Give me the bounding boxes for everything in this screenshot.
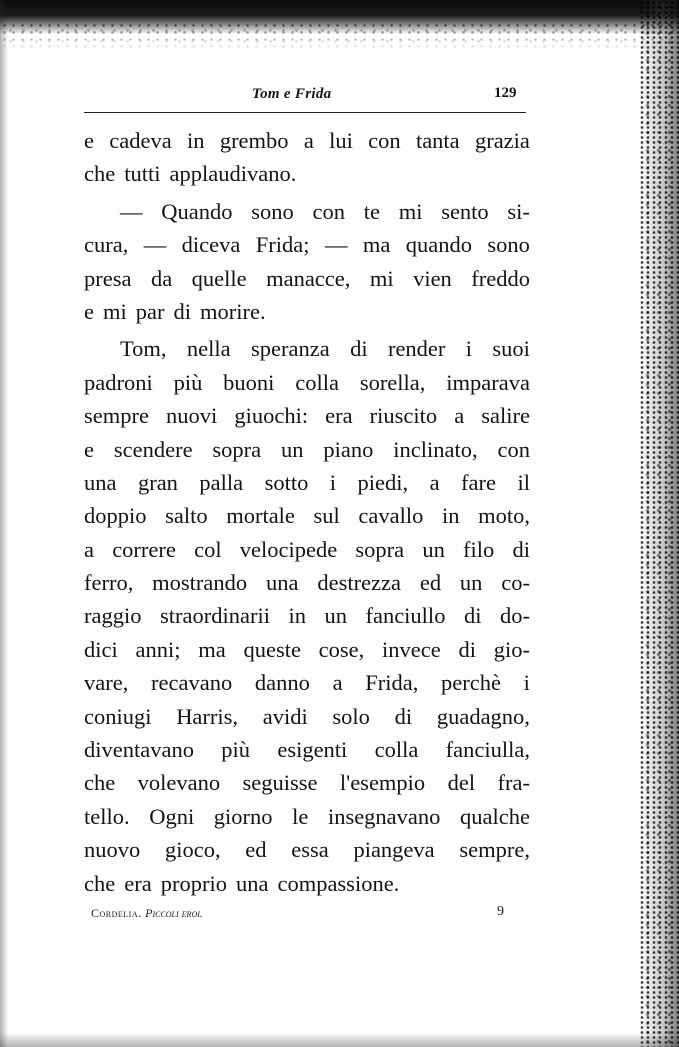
word: che	[84, 770, 116, 796]
word: e	[84, 436, 94, 462]
word: mi	[103, 298, 127, 324]
word: sorella,	[359, 369, 426, 395]
word: a	[454, 403, 465, 429]
text-line	[84, 228, 530, 261]
word: fanciulla,	[445, 737, 530, 763]
word: diceva	[181, 232, 241, 258]
word: un	[281, 436, 304, 462]
word: sopra	[212, 436, 262, 462]
word: coniugi	[84, 703, 152, 729]
word: ma	[362, 232, 391, 258]
word: in	[187, 128, 205, 153]
word: applaudivano.	[169, 161, 297, 187]
word: gran	[137, 469, 178, 495]
word: sempre,	[459, 837, 530, 863]
word: filo	[463, 536, 495, 562]
text-line	[84, 499, 530, 532]
word: Frida,	[365, 670, 419, 696]
word: —	[143, 232, 167, 258]
word: quelle	[191, 265, 247, 291]
word: cadeva	[109, 128, 172, 153]
word: scendere	[113, 436, 193, 462]
word: correre	[112, 536, 176, 562]
header-rule	[84, 112, 526, 113]
footer-author: Cordelia.	[91, 906, 142, 920]
word: di	[458, 636, 476, 662]
word: mortale	[226, 503, 295, 529]
word: suoi	[492, 336, 530, 362]
text-line	[84, 666, 530, 699]
scan-top-speckle	[0, 22, 679, 52]
word: e	[84, 298, 94, 324]
word: dici	[84, 636, 118, 662]
text-line	[84, 833, 530, 866]
word: una	[266, 570, 299, 596]
word: Quando	[161, 198, 233, 224]
word: queste	[243, 636, 301, 662]
text-line	[84, 733, 530, 766]
word: del	[447, 770, 476, 796]
text-line	[84, 700, 530, 733]
word: col	[194, 536, 222, 562]
word: di	[512, 536, 530, 562]
word: di	[394, 703, 413, 729]
word: l'esempio	[339, 770, 426, 796]
scan-right-edge	[639, 0, 679, 1047]
word: piangeva	[353, 837, 435, 863]
word: a	[303, 128, 314, 153]
word: moto,	[478, 503, 530, 529]
word: mi	[398, 198, 423, 224]
word: piedi,	[357, 469, 409, 495]
word: te	[363, 198, 380, 224]
word: compassione.	[277, 870, 400, 896]
word: sotto	[264, 469, 309, 495]
word: con	[368, 128, 401, 153]
word: invece	[382, 636, 441, 662]
word: a	[429, 469, 440, 495]
word: piano	[323, 436, 374, 462]
running-head-title: Tom e Frida	[252, 86, 332, 102]
word: avidi	[262, 703, 308, 729]
word: i	[523, 670, 530, 696]
word: il	[517, 469, 530, 495]
text-line	[84, 332, 530, 365]
word: morire.	[200, 298, 266, 324]
word: riuscito	[369, 403, 438, 429]
text-line	[84, 295, 530, 328]
text-line	[84, 599, 530, 632]
word: inclinato,	[393, 436, 478, 462]
text-line	[84, 195, 530, 228]
word: recavano	[151, 670, 233, 696]
word: che	[84, 870, 116, 896]
word: mostrando	[152, 570, 248, 596]
word: tanta	[415, 128, 460, 153]
word: Harris,	[176, 703, 239, 729]
word: vare,	[84, 670, 129, 696]
word: palla	[199, 469, 244, 495]
word: volevano	[137, 770, 221, 796]
word: Tom,	[120, 336, 167, 362]
scan-left-edge	[0, 0, 8, 1047]
word: salto	[165, 503, 208, 529]
word: ma	[198, 636, 226, 662]
word: fra-	[497, 770, 530, 796]
word: imparava	[446, 369, 530, 395]
word: seguisse	[242, 770, 318, 796]
word: par	[135, 298, 165, 324]
word: a	[332, 670, 343, 696]
word: sento	[441, 198, 489, 224]
text-line	[84, 157, 530, 190]
word: un	[324, 603, 347, 629]
word: nella	[186, 336, 231, 362]
word: velocipede	[239, 536, 338, 562]
word: essa	[291, 837, 329, 863]
word: mi	[369, 265, 394, 291]
word: fanciullo	[365, 603, 446, 629]
text-line	[84, 433, 530, 466]
word: fare	[461, 469, 497, 495]
word: colla	[295, 369, 339, 395]
word: vien	[413, 265, 452, 291]
text-line	[84, 800, 530, 833]
word: nuovo	[84, 837, 141, 863]
scan-bottom-edge	[0, 1033, 679, 1047]
word: sempre	[84, 403, 149, 429]
word: ed	[419, 570, 442, 596]
word: diventavano	[84, 737, 194, 763]
word: quando	[405, 232, 472, 258]
word: da	[150, 265, 173, 291]
word: in	[288, 603, 306, 629]
word: qualche	[459, 803, 530, 829]
word: perchè	[441, 670, 501, 696]
word: Frida;	[255, 232, 310, 258]
text-line	[84, 633, 530, 666]
word: tutti	[124, 161, 161, 187]
word: freddo	[471, 265, 530, 291]
word: solo	[332, 703, 370, 729]
text-line	[84, 766, 530, 799]
word: sono	[487, 232, 530, 258]
word: sopra	[355, 536, 405, 562]
text-line	[84, 262, 530, 295]
word: una	[84, 469, 117, 495]
word: era	[325, 403, 353, 429]
word: di	[350, 336, 368, 362]
page-number: 129	[494, 85, 517, 101]
word: ed	[245, 837, 267, 863]
word: giuochi:	[234, 403, 309, 429]
text-line	[84, 124, 530, 157]
body-text	[84, 124, 530, 900]
word: e	[84, 128, 94, 153]
word: manacce,	[266, 265, 351, 291]
text-line	[84, 533, 530, 566]
page-footer	[0, 904, 679, 926]
word: gio-	[493, 636, 530, 662]
word: doppio	[84, 503, 147, 529]
word: che	[84, 161, 116, 187]
word: più	[173, 369, 203, 395]
word: gioco,	[164, 837, 221, 863]
word: esigenti	[277, 737, 348, 763]
word: colla	[374, 737, 419, 763]
text-line	[84, 466, 530, 499]
word: nuovi	[166, 403, 218, 429]
word: padroni	[84, 369, 153, 395]
text-line	[84, 366, 530, 399]
word: raggio	[84, 603, 142, 629]
word: cavallo	[358, 503, 424, 529]
word: buoni	[223, 369, 275, 395]
word: danno	[254, 670, 310, 696]
word: lui	[329, 128, 353, 153]
word: con	[497, 436, 530, 462]
word: tello.	[84, 803, 130, 829]
word: destrezza	[317, 570, 402, 596]
word: sono	[251, 198, 294, 224]
word: insegnavano	[327, 803, 441, 829]
word: grembo	[219, 128, 289, 153]
text-line	[84, 399, 530, 432]
word: di	[463, 603, 482, 629]
word: presa	[84, 265, 132, 291]
word: ferro,	[84, 570, 134, 596]
word: un	[459, 570, 483, 596]
footer-work-title: Piccoli eroi.	[145, 906, 203, 920]
text-line	[84, 867, 530, 900]
word: con	[312, 198, 345, 224]
word: in	[441, 503, 460, 529]
word: guadagno,	[436, 703, 530, 729]
word: le	[292, 803, 309, 829]
signature-mark: 9	[497, 904, 504, 919]
word: proprio	[160, 870, 227, 896]
word: di	[173, 298, 192, 324]
word: grazia	[474, 128, 530, 153]
word: si-	[507, 198, 530, 224]
word: anni;	[135, 636, 181, 662]
word: render	[387, 336, 446, 362]
word: salire	[481, 403, 530, 429]
word: giorno	[213, 803, 273, 829]
word: una	[235, 870, 269, 896]
word: più	[221, 737, 251, 763]
word: un	[422, 536, 445, 562]
word: cura,	[84, 232, 129, 258]
word: —	[120, 198, 143, 224]
word: era	[124, 870, 152, 896]
word: sul	[313, 503, 340, 529]
word: co-	[501, 570, 530, 596]
word: cose,	[318, 636, 365, 662]
word: do-	[499, 603, 530, 629]
text-line	[84, 566, 530, 599]
word: straordinarii	[159, 603, 270, 629]
word: i	[465, 336, 473, 362]
word: i	[329, 469, 337, 495]
running-head	[0, 82, 679, 106]
word: —	[324, 232, 348, 258]
footer-signature-line	[91, 906, 203, 921]
word: speranza	[251, 336, 330, 362]
word: a	[84, 536, 94, 562]
word: Ogni	[149, 803, 195, 829]
